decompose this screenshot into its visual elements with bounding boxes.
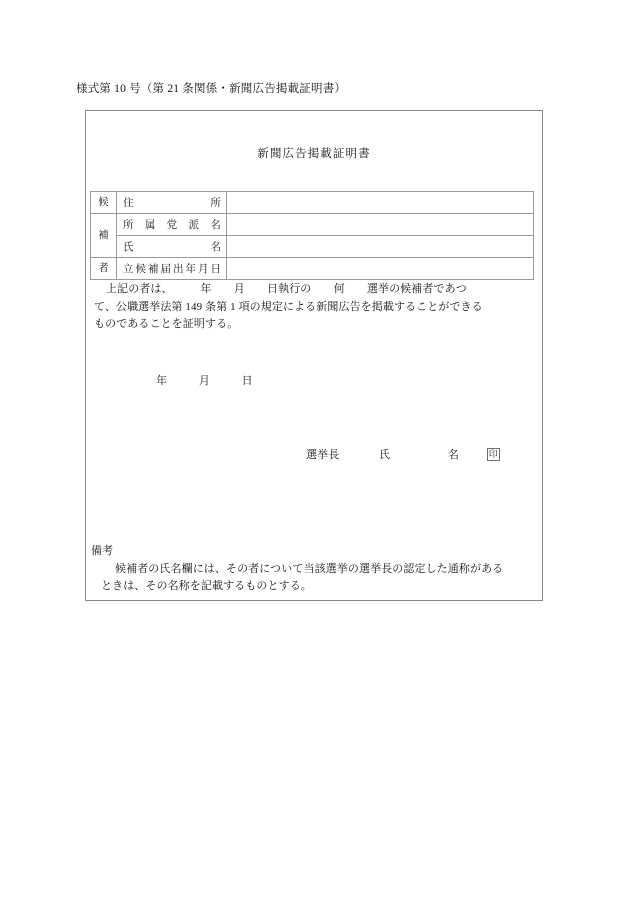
remarks-line-1: 候補者の氏名欄には、その者について当該選挙の選挙長の認定した通称がある bbox=[115, 562, 504, 575]
form-number-title: 様式第 10 号（第 21 条関係・新聞広告掲載証明書） bbox=[76, 83, 347, 95]
certificate-frame bbox=[85, 110, 543, 601]
value-address[interactable] bbox=[227, 192, 534, 214]
label-part: 名 bbox=[210, 220, 221, 231]
row-label-filing-date bbox=[117, 258, 227, 280]
body-line-3: ものであることを証明する。 bbox=[94, 318, 239, 330]
label-part: 届 bbox=[160, 264, 171, 275]
document-heading: 新聞広告掲載証明書 bbox=[257, 148, 371, 160]
label-part: 所 bbox=[210, 198, 221, 209]
date-year-label: 年 bbox=[156, 375, 168, 387]
certification-body bbox=[94, 281, 530, 334]
surname-label: 氏 bbox=[379, 449, 391, 461]
label-part: 住 bbox=[123, 198, 134, 209]
vertical-label-char-sha: 者 bbox=[91, 258, 117, 280]
election-chief-label: 選挙長 bbox=[306, 449, 340, 461]
vertical-label-char-ho: 補 bbox=[91, 214, 117, 258]
label-part: 派 bbox=[188, 220, 200, 231]
label-part: 党 bbox=[166, 220, 178, 231]
label-part: 所 bbox=[123, 220, 134, 231]
label-part: 月 bbox=[198, 264, 209, 275]
label-part: 補 bbox=[148, 264, 159, 275]
date-day-label: 日 bbox=[241, 375, 253, 387]
date-month-label: 月 bbox=[198, 375, 210, 387]
label-part: 立 bbox=[123, 264, 134, 275]
table-row bbox=[91, 258, 534, 280]
remarks-body bbox=[91, 561, 535, 596]
givenname-label: 名 bbox=[447, 449, 459, 461]
label-part: 日 bbox=[210, 264, 221, 275]
label-part: 名 bbox=[210, 242, 221, 253]
label-part: 属 bbox=[144, 220, 156, 231]
value-party[interactable] bbox=[227, 214, 534, 236]
remarks-section bbox=[91, 543, 535, 596]
label-part: 氏 bbox=[123, 242, 134, 253]
body-line-1: 上記の者は、 年 月 日執行の 何 選挙の候補者であつ bbox=[106, 283, 467, 295]
seal-icon: 印 bbox=[488, 449, 498, 459]
vertical-label-char-kou: 候 bbox=[91, 192, 117, 214]
signature-line bbox=[86, 446, 542, 462]
body-line-2: て、公職選挙法第 149 条第 1 項の規定による新聞広告を掲載することができる bbox=[94, 300, 483, 313]
label-part: 候 bbox=[135, 264, 146, 275]
value-name[interactable] bbox=[227, 236, 534, 258]
remarks-line-2: ときは、その名称を記載するものとする。 bbox=[101, 580, 312, 592]
row-label-address bbox=[117, 192, 227, 214]
value-filing-date[interactable] bbox=[227, 258, 534, 280]
candidate-info-table bbox=[90, 191, 534, 280]
table-row bbox=[91, 192, 534, 214]
row-label-name bbox=[117, 236, 227, 258]
remarks-title: 備考 bbox=[91, 545, 114, 557]
table-row bbox=[91, 236, 534, 258]
table-row bbox=[91, 214, 534, 236]
issue-date-line bbox=[86, 372, 542, 388]
label-part: 出 bbox=[173, 264, 184, 275]
row-label-party bbox=[117, 214, 227, 236]
label-part: 年 bbox=[185, 264, 196, 275]
